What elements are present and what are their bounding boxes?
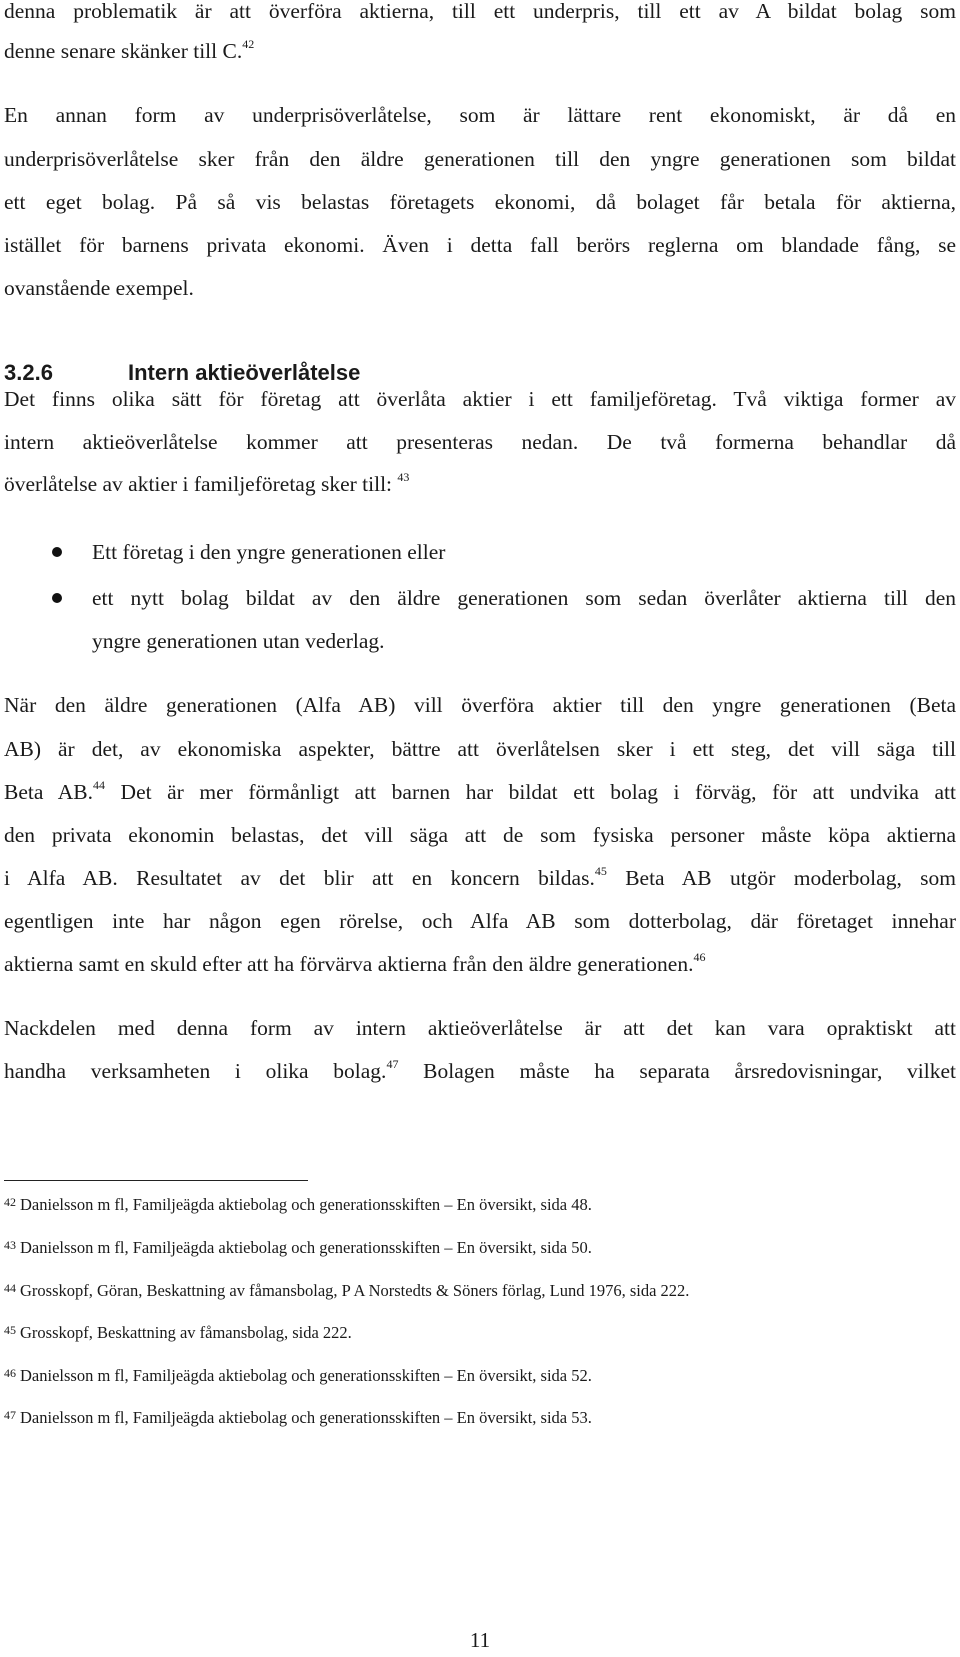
footnote-text: Grosskopf, Beskattning av fåmansbolag, sida 222. — [20, 1323, 352, 1342]
footnote-42 — [4, 1194, 956, 1217]
para4-line3 — [4, 777, 956, 807]
footnote-text: Grosskopf, Göran, Beskattning av fåmansbolag, P A Norstedts & Söners förlag, Lund 1976, sida 222. — [20, 1281, 690, 1300]
bullet-item-1: Ett företag i den yngre generationen eller — [92, 540, 446, 564]
footnote-45 — [4, 1322, 956, 1345]
section-number: 3.2.6 — [4, 360, 53, 385]
footnote-number: 42 — [4, 1195, 16, 1209]
footnote-text: Danielsson m fl, Familjeägda aktiebolag och generationsskiften – En översikt, sida 48. — [20, 1195, 592, 1214]
para3-line2: intern aktieöverlåtelse kommer att presenteras nedan. De två formerna behandlar då — [4, 430, 956, 454]
footnote-text: Danielsson m fl, Familjeägda aktiebolag och generationsskiften – En översikt, sida 50. — [20, 1238, 592, 1257]
footnote-ref-46[interactable]: 46 — [693, 949, 706, 964]
para3-line3 — [4, 469, 956, 499]
para2-line5: ovanstående exempel. — [4, 276, 194, 300]
para4-line1: När den äldre generationen (Alfa AB) vill överföra aktier till den yngre generationen (Beta — [4, 693, 956, 717]
para4-line3a: Beta AB. — [4, 780, 93, 804]
para4-line5 — [4, 863, 956, 893]
bullet-item-2-line2: yngre generationen utan vederlag. — [92, 629, 385, 653]
footnote-text: Danielsson m fl, Familjeägda aktiebolag och generationsskiften – En översikt, sida 52. — [20, 1366, 592, 1385]
bullet-icon — [52, 547, 62, 557]
para4-line5a: i Alfa AB. Resultatet av det blir att en koncern bildas. — [4, 866, 595, 890]
footnote-number: 45 — [4, 1323, 16, 1337]
footnote-ref-42[interactable]: 42 — [242, 36, 255, 51]
para2-line1: En annan form av underprisöverlåtelse, som är lättare rent ekonomiskt, är då en — [4, 103, 956, 127]
para2-line4: istället för barnens privata ekonomi. Även i detta fall berörs reglerna om blandade fång, se — [4, 233, 956, 257]
para5-line2 — [4, 1056, 956, 1086]
footnote-ref-43[interactable]: 43 — [397, 469, 410, 484]
para2-line2: underprisöverlåtelse sker från den äldre generationen till den yngre generationen som bildat — [4, 147, 956, 171]
para3-line3-text: överlåtelse av aktier i familjeföretag sker till: — [4, 472, 393, 496]
footnote-number: 43 — [4, 1238, 16, 1252]
para1-line1: denna problematik är att överföra aktierna, till ett underpris, till ett av A bildat bolag som — [4, 0, 956, 23]
footnote-ref-47[interactable]: 47 — [386, 1056, 399, 1071]
footnote-number: 44 — [4, 1281, 16, 1295]
para4-line4: den privata ekonomin belastas, det vill säga att de som fysiska personer måste köpa aktierna — [4, 823, 956, 847]
footnote-separator — [4, 1180, 308, 1181]
para1-line2-text: denne senare skänker till C. — [4, 39, 243, 63]
para4-line6: egentligen inte har någon egen rörelse, och Alfa AB som dotterbolag, där företaget innehar — [4, 909, 956, 933]
footnote-ref-44[interactable]: 44 — [93, 777, 105, 792]
para5-line1: Nackdelen med denna form av intern aktieöverlåtelse är att det kan vara opraktiskt att — [4, 1016, 956, 1040]
footnote-44 — [4, 1280, 956, 1303]
para5-line2b: Bolagen måste ha separata årsredovisningar, vilket — [423, 1059, 956, 1083]
footnote-47 — [4, 1407, 956, 1430]
footnote-ref-45[interactable]: 45 — [594, 863, 607, 878]
para4-line3b: Det är mer förmånligt att barnen har bildat ett bolag i förväg, för att undvika att — [120, 780, 956, 804]
para4-line5b: Beta AB utgör moderbolag, som — [625, 866, 956, 890]
para5-line2a: handha verksamheten i olika bolag. — [4, 1059, 387, 1083]
section-title: Intern aktieöverlåtelse — [128, 360, 361, 385]
bullet-icon — [52, 593, 62, 603]
para4-line7 — [4, 949, 956, 979]
para1-line2 — [4, 36, 956, 66]
para3-line1: Det finns olika sätt för företag att överlåta aktier i ett familjeföretag. Två viktiga former av — [4, 387, 956, 411]
bullet-item-2-line1: ett nytt bolag bildat av den äldre generationen som sedan överlåter aktierna till den — [92, 586, 956, 610]
para2-line3: ett eget bolag. På så vis belastas företagets ekonomi, då bolaget får betala för aktierna, — [4, 190, 956, 214]
footnote-46 — [4, 1365, 956, 1388]
para4-line7-text: aktierna samt en skuld efter att ha förvärva aktierna från den äldre generationen. — [4, 952, 694, 976]
footnote-number: 46 — [4, 1366, 16, 1380]
footnote-number: 47 — [4, 1408, 16, 1422]
footnote-text: Danielsson m fl, Familjeägda aktiebolag och generationsskiften – En översikt, sida 53. — [20, 1408, 592, 1427]
page-number: 11 — [469, 1628, 491, 1652]
para4-line2: AB) är det, av ekonomiska aspekter, bättre att överlåtelsen sker i ett steg, det vill säga till — [4, 737, 956, 761]
footnote-43 — [4, 1237, 956, 1260]
